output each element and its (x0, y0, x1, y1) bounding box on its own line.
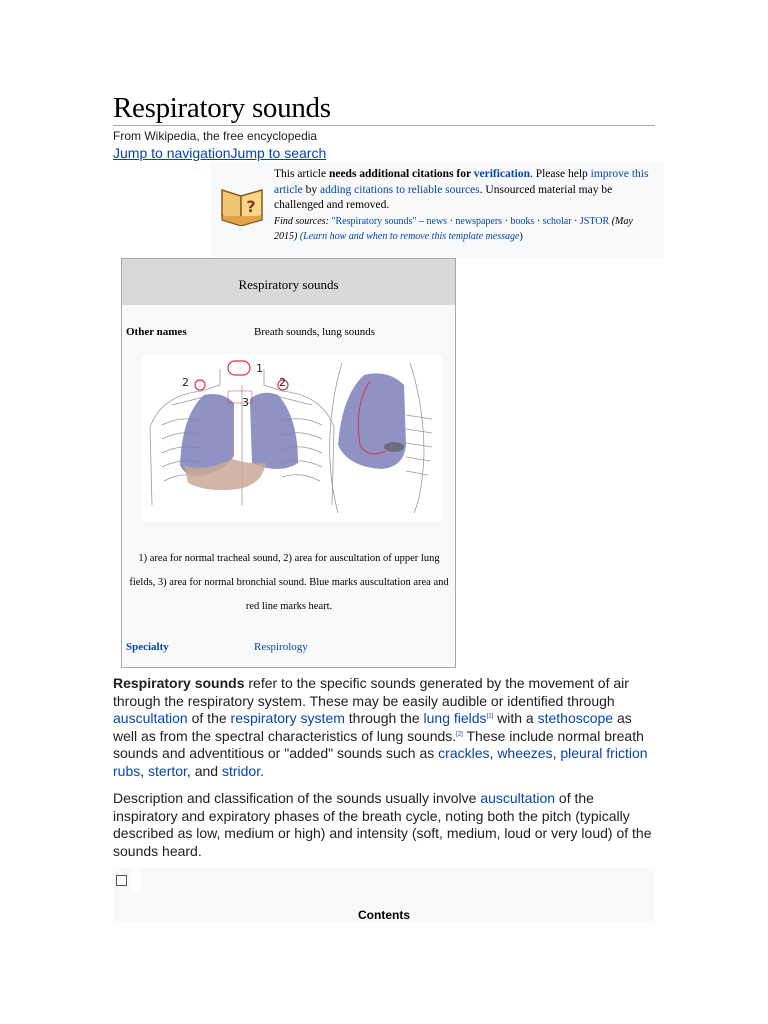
jstor-link[interactable]: JSTOR (579, 215, 610, 227)
jump-links (113, 145, 326, 161)
other-names-label: Other names (126, 326, 187, 338)
improve-article-link[interactable]: improve this article (274, 168, 649, 196)
site-tagline: From Wikipedia, the free encyclopedia (113, 129, 318, 143)
citation-1[interactable]: [1] (486, 713, 494, 720)
table-of-contents (113, 868, 655, 921)
other-names-value: Breath sounds, lung sounds (254, 326, 375, 338)
find-sources-query-link[interactable]: "Respiratory sounds" (331, 215, 417, 227)
figure-label-2-right: 2 (279, 376, 286, 389)
jump-to-navigation-link[interactable]: Jump to navigation (113, 145, 231, 161)
jump-to-search-link[interactable]: Jump to search (230, 145, 327, 161)
toc-toggle-checkbox[interactable] (116, 875, 127, 886)
book-question-icon (219, 186, 265, 226)
books-link[interactable]: books (510, 215, 535, 227)
figure-label-2-left: 2 (182, 376, 189, 389)
stridor-link[interactable]: stridor (221, 762, 261, 779)
figure-label-3: 3 (242, 396, 249, 409)
scholar-link[interactable]: scholar (542, 215, 572, 227)
page-title: Respiratory sounds (113, 92, 331, 124)
infobox-heading: Respiratory sounds (122, 259, 455, 305)
adding-citations-link[interactable]: adding citations to reliable sources (319, 183, 480, 196)
stertor-link[interactable]: stertor (148, 762, 187, 779)
notice-text: This article needs additional citations for verification. Please help improve this article by adding citations to reliable sources. Unsourced material may be challenged and removed. Find sources: "Respiratory sounds" – news · newspapers · books · scholar · JSTOR (May 2015) (Learn how and when to remove this template message) (274, 168, 649, 242)
figure-label-1: 1 (256, 362, 263, 375)
figure-caption: 1) area for normal tracheal sound, 2) area for auscultation of upper lung fields, 3) area for normal bronchial sound. Blue marks auscultation area and red line marks heart. (129, 553, 449, 612)
citation-needed-notice (211, 162, 664, 258)
wheezes-link[interactable]: wheezes (497, 745, 553, 762)
news-link[interactable]: news (426, 215, 448, 227)
auscultation-link-2[interactable]: auscultation (480, 790, 556, 806)
learn-how-link[interactable]: (Learn how and when to remove this template message (299, 231, 520, 242)
verification-link[interactable]: verification (473, 168, 530, 180)
svg-text:?: ? (246, 197, 256, 216)
respiratory-system-link[interactable]: respiratory system (230, 710, 345, 727)
title-divider (113, 125, 655, 126)
intro-paragraph: Respiratory sounds refer to the specific sounds generated by the movement of air through the respiratory system. These may be easily audible or identified through auscultation of the respiratory system through the lung fields[1] with a stethoscope as well as from the spectral characteristics of lung sounds.[2] These include normal breath sounds and adventitious or "added" sounds such as crackles, wheezes, pleural friction rubs, stertor, and stridor. (113, 675, 648, 779)
citation-2[interactable]: [2] (456, 731, 463, 738)
specialty-value-link[interactable]: Respirology (254, 641, 308, 653)
crackles-link[interactable]: crackles (438, 745, 490, 762)
lung-fields-link[interactable]: lung fields (423, 710, 487, 727)
toc-spacer (131, 868, 141, 892)
description-paragraph: Description and classification of the sounds usually involve auscultation of the inspiratory and expiratory phases of the breath cycle, noting both the pitch (typically described as low, medium or high) and intensity (soft, medium, loud or very loud) of the sounds heard. (113, 790, 652, 859)
newspapers-link[interactable]: newspapers (455, 215, 503, 227)
toc-title: Contents (358, 908, 410, 922)
lung-auscultation-figure[interactable] (142, 355, 442, 521)
infobox (121, 258, 456, 668)
stethoscope-link[interactable]: stethoscope (537, 710, 614, 727)
specialty-label-link[interactable]: Specialty (126, 641, 169, 653)
pleural-friction-rubs-link[interactable]: pleural friction rubs (113, 745, 648, 779)
auscultation-link[interactable]: auscultation (113, 710, 188, 727)
